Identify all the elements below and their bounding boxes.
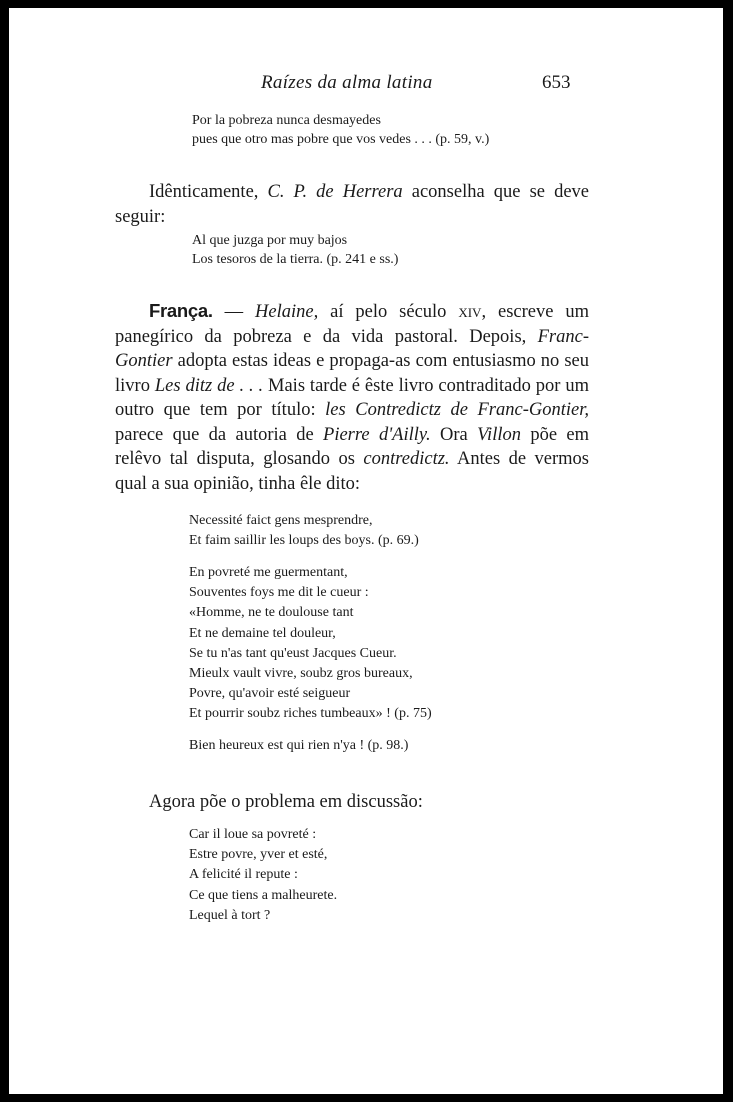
poem-car-il-loue xyxy=(189,825,337,926)
author-name: C. P. de Herrera xyxy=(267,182,403,202)
verse-line: Mieulx vault vivre, soubz gros bureaux, xyxy=(189,666,413,682)
verse-line: Estre povre, yver et esté, xyxy=(189,847,328,863)
verse-line: Car il loue sa povreté : xyxy=(189,827,317,842)
verse-line: «Homme, ne te doulouse tant xyxy=(189,605,354,621)
quote-tesoros xyxy=(192,231,398,269)
verse-line: Souventes foys me dit le cueur : xyxy=(189,585,369,601)
running-title: Raízes da alma latina xyxy=(261,72,433,93)
verse-line: Lequel à tort ? xyxy=(189,907,271,923)
quote-pobreza xyxy=(192,111,489,149)
verse-line: A felicité il repute : xyxy=(189,867,298,883)
verse-line: Por la pobreza nunca desmayedes xyxy=(192,113,381,128)
verse-line: Se tu n'as tant qu'eust Jacques Cueur. xyxy=(189,645,397,661)
verse-line: Bien heureux est qui rien n'ya ! (p. 98.) xyxy=(189,738,409,753)
poem-necessite xyxy=(189,511,419,551)
verse-line: Et ne demaine tel douleur, xyxy=(189,625,336,641)
verse-line: pues que otro mas pobre que vos vedes . . . (p. 59, v.) xyxy=(192,132,490,147)
book-page xyxy=(9,8,723,1094)
verse-line: Los tesoros de la tierra. (p. 241 e ss.) xyxy=(192,252,399,267)
paragraph-agora: Agora põe o problema em discussão: xyxy=(149,792,423,812)
verse-line: Ce que tiens a malheurete. xyxy=(189,887,338,903)
poem-bien-heureux xyxy=(189,736,408,756)
verse-line: En povreté me guermentant, xyxy=(189,565,348,580)
paragraph-herrera: Idênticamente, C. P. de Herrera aconselha que se deve seguir: xyxy=(115,182,589,227)
verse-line: Necessité faict gens mesprendre, xyxy=(189,513,373,528)
verse-line: Et faim saillir les loups des boys. (p. 69.) xyxy=(189,533,419,549)
verse-line: Et pourrir soubz riches tumbeaux» ! (p. 75) xyxy=(189,706,432,722)
page-number: 653 xyxy=(542,72,571,93)
verse-line: Al que juzga por muy bajos xyxy=(192,233,348,248)
verse-line: Povre, qu'avoir esté seigueur xyxy=(189,686,351,702)
poem-povrete xyxy=(189,563,432,725)
section-lead: França. xyxy=(149,300,213,321)
paragraph-franca: França. — Helaine, aí pelo século xiv, escreve um panegírico da pobreza e da vida pastoral. Depois, Franc-Gontier adopta estas ideas e propaga-as com entusiasmo no seu livro Les ditz de . . . Mais tarde é êste livro contraditado por um outro que tem por título: les Contredictz de Franc-Gontier, parece que da autoria de Pierre d'Ailly. Ora Villon põe em relêvo tal disputa, glosando os contredictz. Antes de vermos qual a sua opinião, tinha êle dito: xyxy=(115,300,590,494)
